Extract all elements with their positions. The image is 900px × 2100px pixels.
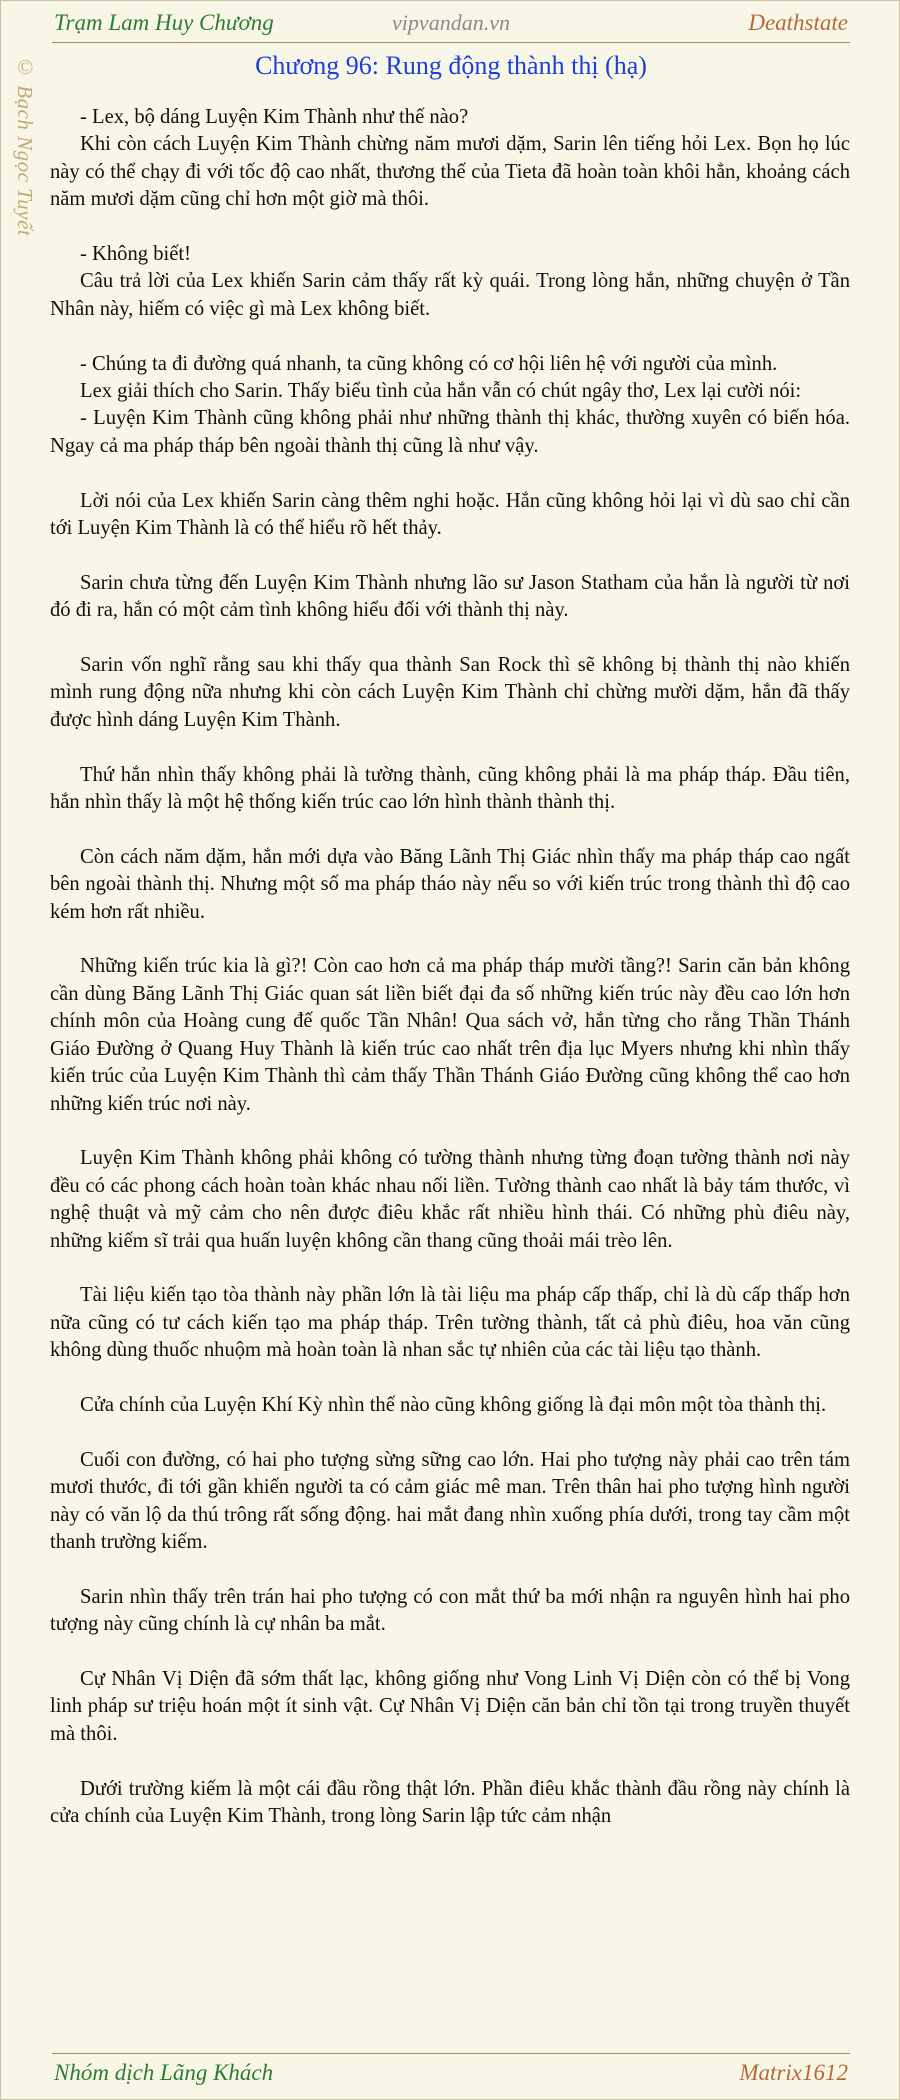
paragraph: Sarin vốn nghĩ rằng sau khi thấy qua thành San Rock thì sẽ không bị thành thị nào khiến mình rung động nữa nhưng khi còn cách Luyện Kim Thành chỉ chừng mười dặm, hắn đã thấy được hình dáng Luyện Kim Thành. xyxy=(50,654,850,731)
paragraph: Dưới trường kiếm là một cái đầu rồng thật lớn. Phần điêu khắc thành đầu rồng này chính là cửa chính của Luyện Kim Thành, trong lòng Sarin lập tức cảm nhận xyxy=(50,1777,850,1827)
paragraph: Sarin nhìn thấy trên trán hai pho tượng có con mắt thứ ba mới nhận ra nguyên hình hai pho tượng này cũng chính là cự nhân ba mắt. xyxy=(50,1585,850,1636)
side-copyright-watermark: © Bạch Ngọc Tuyết xyxy=(13,55,37,237)
page-header xyxy=(52,4,850,43)
paragraph-gap xyxy=(50,926,850,953)
paragraph-gap xyxy=(50,542,850,569)
header-book-title: Trạm Lam Huy Chương xyxy=(54,10,274,35)
paragraph-gap xyxy=(50,1556,850,1583)
paragraph: Câu trả lời của Lex khiến Sarin cảm thấy rất kỳ quái. Trong lòng hắn, những chuyện ở Tần Nhân này, hiếm có việc gì mà Lex không biết. xyxy=(50,270,850,320)
paragraph: Những kiến trúc kia là gì?! Còn cao hơn cả ma pháp tháp mười tầng?! Sarin căn bản không cần dùng Băng Lãnh Thị Giác quan sát liền biết đại đa số những kiến trúc này đều cao lớn hơn chính môn của Hoàng cung đế quốc Tần Nhân! Qua sách vở, hắn từng cho rằng Thần Thánh Giáo Đường ở Quang Huy Thành là kiến trúc cao nhất trên địa lục Myers nhưng khi nhìn thấy kiến trúc của Luyện Kim Thành thì cảm thấy Thần Thánh Giáo Đường cũng không thể cao hơn những kiến trúc nơi này. xyxy=(50,955,850,1115)
footer-translator-group: Nhóm dịch Lãng Khách xyxy=(54,2060,274,2085)
paragraph: Thứ hắn nhìn thấy không phải là tường thành, cũng không phải là ma pháp tháp. Đầu tiên, hắn nhìn thấy là một hệ thống kiến trúc cao lớn hình thành thành thị. xyxy=(50,763,850,814)
header-author: Deathstate xyxy=(748,10,848,35)
paragraph-gap xyxy=(50,1639,850,1666)
header-site-name: vipvandan.vn xyxy=(392,10,510,35)
paragraph-gap xyxy=(50,1748,850,1775)
paragraph-gap xyxy=(50,214,850,241)
paragraph: Lex giải thích cho Sarin. Thấy biểu tình của hắn vẫn có chút ngây thơ, Lex lại cười nói: xyxy=(80,380,802,403)
paragraph: Luyện Kim Thành không phải không có tường thành nhưng từng đoạn tường thành nơi này đều có các phong cách hoàn toàn khác nhau nối liền. Tường thành cao nhất là bảy tám thước, vì nghệ thuật và mỹ cảm cho nên được điêu khắc rất nhiều hình thái. Có những phù điêu này, những kiếm sĩ trải qua huấn luyện không cần thang cũng thoải mái trèo lên. xyxy=(50,1147,850,1252)
paragraph: - Luyện Kim Thành cũng không phải như những thành thị khác, thường xuyên có biến hóa. Ngay cả ma pháp tháp bên ngoài thành thị cũng là như vậy. xyxy=(50,407,850,457)
paragraph: Cửa chính của Luyện Khí Kỳ nhìn thế nào cũng không giống là đại môn một tòa thành thị. xyxy=(80,1393,827,1416)
paragraph: - Không biết! xyxy=(80,243,191,266)
paragraph-gap xyxy=(50,625,850,652)
paragraph-gap xyxy=(50,323,850,350)
paragraph: Sarin chưa từng đến Luyện Kim Thành nhưng lão sư Jason Statham của hắn là người từ nơi đó đi ra, hắn có một cảm tình không hiểu đối với thành thị này. xyxy=(50,571,850,622)
page-footer xyxy=(52,2053,850,2094)
paragraph-gap xyxy=(50,1419,850,1446)
paragraph: Còn cách năm dặm, hắn mới dựa vào Băng Lãnh Thị Giác nhìn thấy ma pháp tháp cao ngất bên ngoài thành thị. Nhưng một số ma pháp tháo này nếu so với kiến trúc trong thành thì độ cao kém hơn rất nhiều. xyxy=(50,845,850,923)
paragraph-gap xyxy=(50,816,850,843)
paragraph: - Lex, bộ dáng Luyện Kim Thành như thế nào? xyxy=(80,106,469,128)
paragraph-gap xyxy=(50,1118,850,1145)
paragraph: Khi còn cách Luyện Kim Thành chừng năm mươi dặm, Sarin lên tiếng hỏi Lex. Bọn họ lúc này có thể chạy đi với tốc độ cao nhất, thương thế của Tieta đã hoàn toàn khôi hẳn, khoảng cách năm mươi dặm cũng chỉ hơn một giờ mà thôi. xyxy=(50,133,850,211)
paragraph: Cự Nhân Vị Diện đã sớm thất lạc, không giống như Vong Linh Vị Diện còn có thể bị Vong linh pháp sư triệu hoán một ít sinh vật. Cự Nhân Vị Diện căn bản chỉ tồn tại trong truyền thuyết mà thôi. xyxy=(50,1667,850,1745)
paragraph: - Chúng ta đi đường quá nhanh, ta cũng không có cơ hội liên hệ với người của mình. xyxy=(80,352,778,375)
footer-editor: Matrix1612 xyxy=(739,2060,848,2085)
paragraph-gap xyxy=(50,460,850,487)
paragraph-gap xyxy=(50,1255,850,1282)
paragraph-gap xyxy=(50,734,850,761)
chapter-body xyxy=(50,104,850,1830)
chapter-title: Chương 96: Rung động thành thị (hạ) xyxy=(255,51,647,80)
paragraph: Tài liệu kiến tạo tòa thành này phần lớn là tài liệu ma pháp cấp thấp, chỉ là dù cấp thấp hơn nữa cũng có tư cách kiến tạo ma pháp tháp. Trên tường thành, tất cả phù điêu, hoa văn cũng không dùng thuốc nhuộm mà hoàn toàn là nhan sắc tự nhiên của các tài liệu tạo thành. xyxy=(50,1284,850,1362)
paragraph: Cuối con đường, có hai pho tượng sừng sững cao lớn. Hai pho tượng này phải cao trên tám mươi thước, đi tới gần khiến người ta có cảm giác mê man. Trên thân hai pho tượng hình người này có văn lộ da thú trông rất sống động. hai mắt đang nhìn xuống phía dưới, trong tay cầm một thanh trường kiếm. xyxy=(50,1448,850,1553)
paragraph-gap xyxy=(50,1365,850,1392)
paragraph: Lời nói của Lex khiến Sarin càng thêm nghi hoặc. Hắn cũng không hỏi lại vì dù sao chỉ cần tới Luyện Kim Thành là có thể hiểu rõ hết thảy. xyxy=(50,489,850,540)
